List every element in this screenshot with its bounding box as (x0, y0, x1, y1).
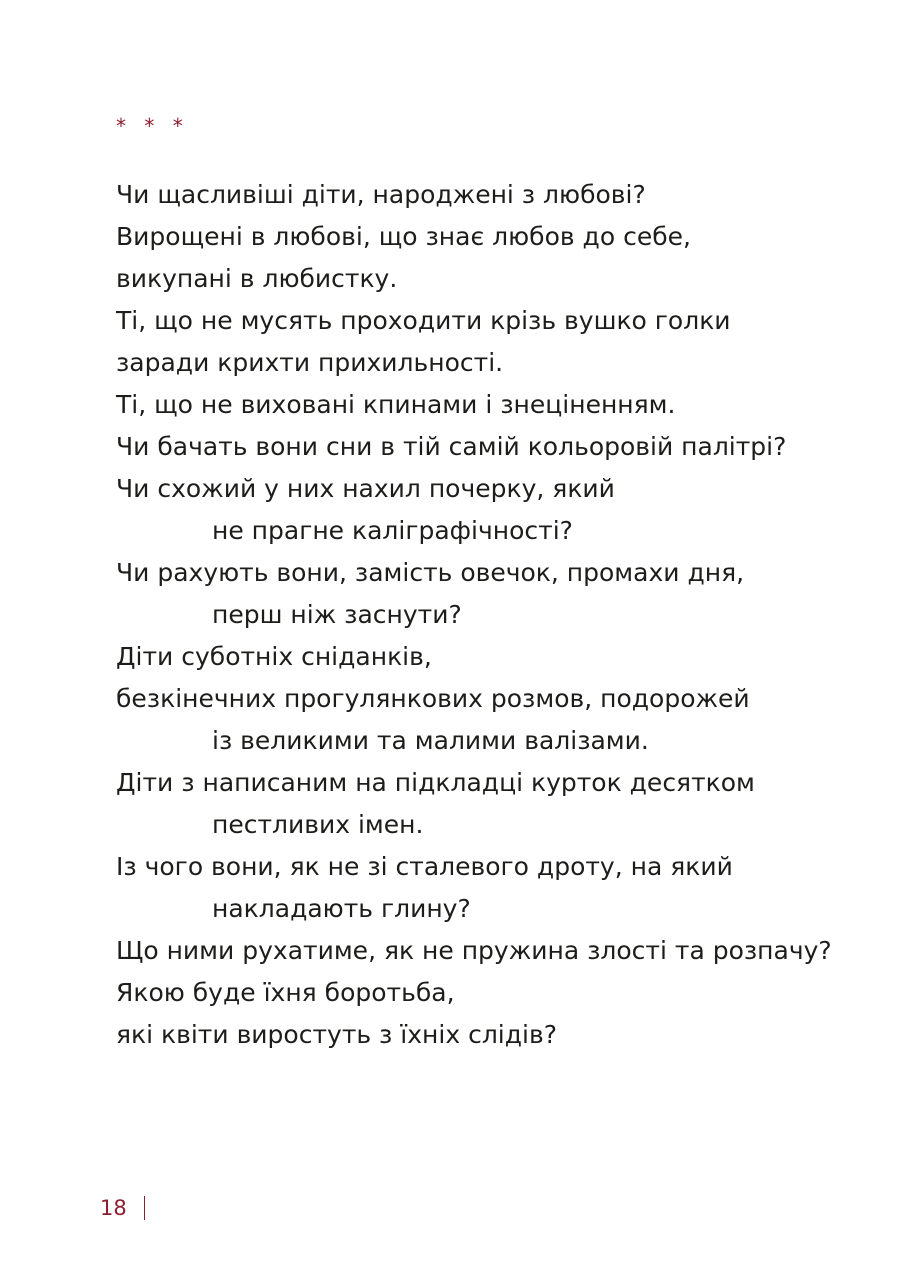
poem-body (116, 174, 876, 1056)
poem-line: заради крихти прихильності. (116, 348, 504, 377)
page-footer (100, 1192, 145, 1224)
poem-line: пестливих імен. (212, 810, 424, 839)
poem-line: Діти суботніх сніданків, (116, 642, 432, 671)
poem-line: не прагне каліграфічності? (212, 516, 573, 545)
poem-line: перш ніж заснути? (212, 600, 462, 629)
poem-line: Чи бачать вони сни в тій самій кольоровій палітрі? (116, 432, 787, 461)
poem-line: накладають глину? (212, 894, 471, 923)
poem-line: Ті, що не мусять проходити крізь вушко голки (116, 306, 731, 335)
poem-line: безкінечних прогулянкових розмов, подорожей (116, 684, 750, 713)
poem-line: які квіти виростуть з їхніх слідів? (116, 1020, 557, 1049)
poem-line: Чи щасливіші діти, народжені з любові? (116, 180, 646, 209)
poem-line: Із чого вони, як не зі сталевого дроту, на який (116, 852, 733, 881)
poem-line: Діти з написаним на підкладці курток десятком (116, 768, 755, 797)
poem-line: Чи схожий у них нахил почерку, який (116, 474, 615, 503)
section-ornament: * * * (116, 114, 189, 138)
poem-line: із великими та малими валізами. (212, 726, 649, 755)
poem-line: викупані в любистку. (116, 264, 398, 293)
poem-line: Чи рахують вони, замість овечок, промахи дня, (116, 558, 745, 587)
footer-divider (144, 1196, 146, 1220)
poem-line: Якою буде їхня боротьба, (116, 978, 455, 1007)
poem-line: Ті, що не виховані кпинами і знеціненням. (116, 390, 676, 419)
poem-line: Вирощені в любові, що знає любов до себе, (116, 222, 691, 251)
poem-line: Що ними рухатиме, як не пружина злості та розпачу? (116, 936, 832, 965)
page-number: 18 (100, 1196, 127, 1220)
